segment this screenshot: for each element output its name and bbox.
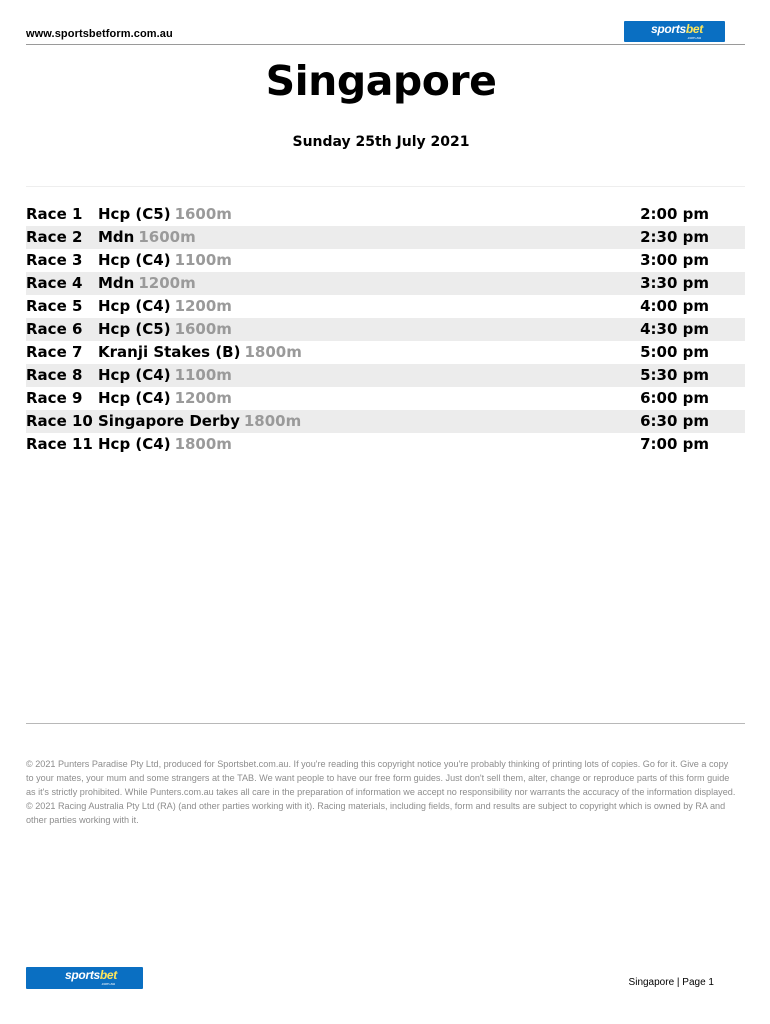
race-title xyxy=(98,410,301,433)
race-distance: 1100m xyxy=(174,251,232,269)
race-distance: 1800m xyxy=(243,412,302,430)
race-title xyxy=(98,249,232,272)
sportsbet-footer-logo xyxy=(26,967,143,989)
race-class: Hcp (C4) xyxy=(98,297,171,315)
copyright-notice xyxy=(26,757,738,827)
logo-wordmark: sportsbet xyxy=(65,968,117,982)
race-title xyxy=(98,203,232,226)
race-row xyxy=(26,410,745,433)
race-time: 3:00 pm xyxy=(640,251,709,269)
race-class: Hcp (C4) xyxy=(98,251,171,269)
race-class: Hcp (C4) xyxy=(98,366,171,384)
race-distance: 1600m xyxy=(174,205,232,223)
race-title xyxy=(98,226,196,249)
race-row xyxy=(26,318,745,341)
race-class: Hcp (C5) xyxy=(98,320,171,338)
race-number: Race 11 xyxy=(26,435,93,453)
race-distance: 1200m xyxy=(138,274,196,292)
page-number: Singapore | Page 1 xyxy=(628,977,714,988)
race-number: Race 8 xyxy=(26,366,83,384)
race-number: Race 2 xyxy=(26,228,83,246)
race-number: Race 10 xyxy=(26,412,93,430)
race-row xyxy=(26,387,745,410)
race-title xyxy=(98,272,196,295)
site-url-link[interactable]: www.sportsbetform.com.au xyxy=(26,28,173,40)
race-number: Race 3 xyxy=(26,251,83,269)
sportsbet-logo xyxy=(624,21,725,42)
race-row xyxy=(26,249,745,272)
logo-wordmark: sportsbet xyxy=(651,21,703,36)
race-class: Mdn xyxy=(98,228,135,246)
race-time: 4:00 pm xyxy=(640,297,709,315)
race-distance: 1600m xyxy=(138,228,196,246)
race-title xyxy=(98,295,232,318)
race-list xyxy=(26,203,745,456)
race-class: Hcp (C4) xyxy=(98,389,171,407)
race-title xyxy=(98,364,232,387)
race-time: 6:00 pm xyxy=(640,389,709,407)
race-class: Hcp (C4) xyxy=(98,435,171,453)
footer-divider xyxy=(26,723,745,724)
race-row xyxy=(26,433,745,456)
race-title xyxy=(98,341,302,364)
logo-subtext: .com.au xyxy=(100,981,115,986)
page-title: Singapore xyxy=(265,57,497,105)
race-distance: 1600m xyxy=(174,320,232,338)
race-distance: 1200m xyxy=(174,389,232,407)
race-time: 2:30 pm xyxy=(640,228,709,246)
meeting-date: Sunday 25th July 2021 xyxy=(292,134,470,150)
race-time: 4:30 pm xyxy=(640,320,709,338)
race-row xyxy=(26,272,745,295)
copyright-paragraph: © 2021 Racing Australia Pty Ltd (RA) (and other parties working with it). Racing materials, including fields, form and results are subject to copyright which is owned by RA and other parties working with it. xyxy=(26,801,726,825)
race-distance: 1200m xyxy=(174,297,232,315)
race-title xyxy=(98,387,232,410)
race-number: Race 1 xyxy=(26,205,83,223)
race-time: 7:00 pm xyxy=(640,435,709,453)
race-distance: 1800m xyxy=(174,435,232,453)
race-class: Singapore Derby xyxy=(98,412,240,430)
race-time: 5:30 pm xyxy=(640,366,709,384)
race-time: 3:30 pm xyxy=(640,274,709,292)
race-row xyxy=(26,203,745,226)
race-row xyxy=(26,295,745,318)
copyright-paragraph: © 2021 Punters Paradise Pty Ltd, produced for Sportsbet.com.au. If you're reading this copyright notice you're probably thinking of printing lots of copies. Go for it. Give a copy to your mates, your mum and some strangers at the TAB. We want people to have our free form guides. Just don't sell them, alter, change or reproduce parts of this form guide as it's strictly prohibited. While Punters.com.au takes all care in the preparation of information we accept no responsibility nor warrants the accuracy of the information displayed. xyxy=(26,759,736,797)
race-number: Race 6 xyxy=(26,320,83,338)
race-number: Race 7 xyxy=(26,343,83,361)
race-class: Mdn xyxy=(98,274,135,292)
race-class: Hcp (C5) xyxy=(98,205,171,223)
race-row xyxy=(26,364,745,387)
race-number: Race 9 xyxy=(26,389,83,407)
race-distance: 1800m xyxy=(244,343,302,361)
logo-subtext: .com.au xyxy=(686,34,701,40)
title-divider xyxy=(26,186,745,187)
race-row xyxy=(26,226,745,249)
race-time: 6:30 pm xyxy=(640,412,709,430)
race-distance: 1100m xyxy=(174,366,232,384)
race-number: Race 4 xyxy=(26,274,83,292)
race-number: Race 5 xyxy=(26,297,83,315)
header-divider xyxy=(26,44,745,45)
race-class: Kranji Stakes (B) xyxy=(98,343,241,361)
race-title xyxy=(98,433,232,456)
race-time: 2:00 pm xyxy=(640,205,709,223)
race-row xyxy=(26,341,745,364)
race-title xyxy=(98,318,232,341)
race-time: 5:00 pm xyxy=(640,343,709,361)
